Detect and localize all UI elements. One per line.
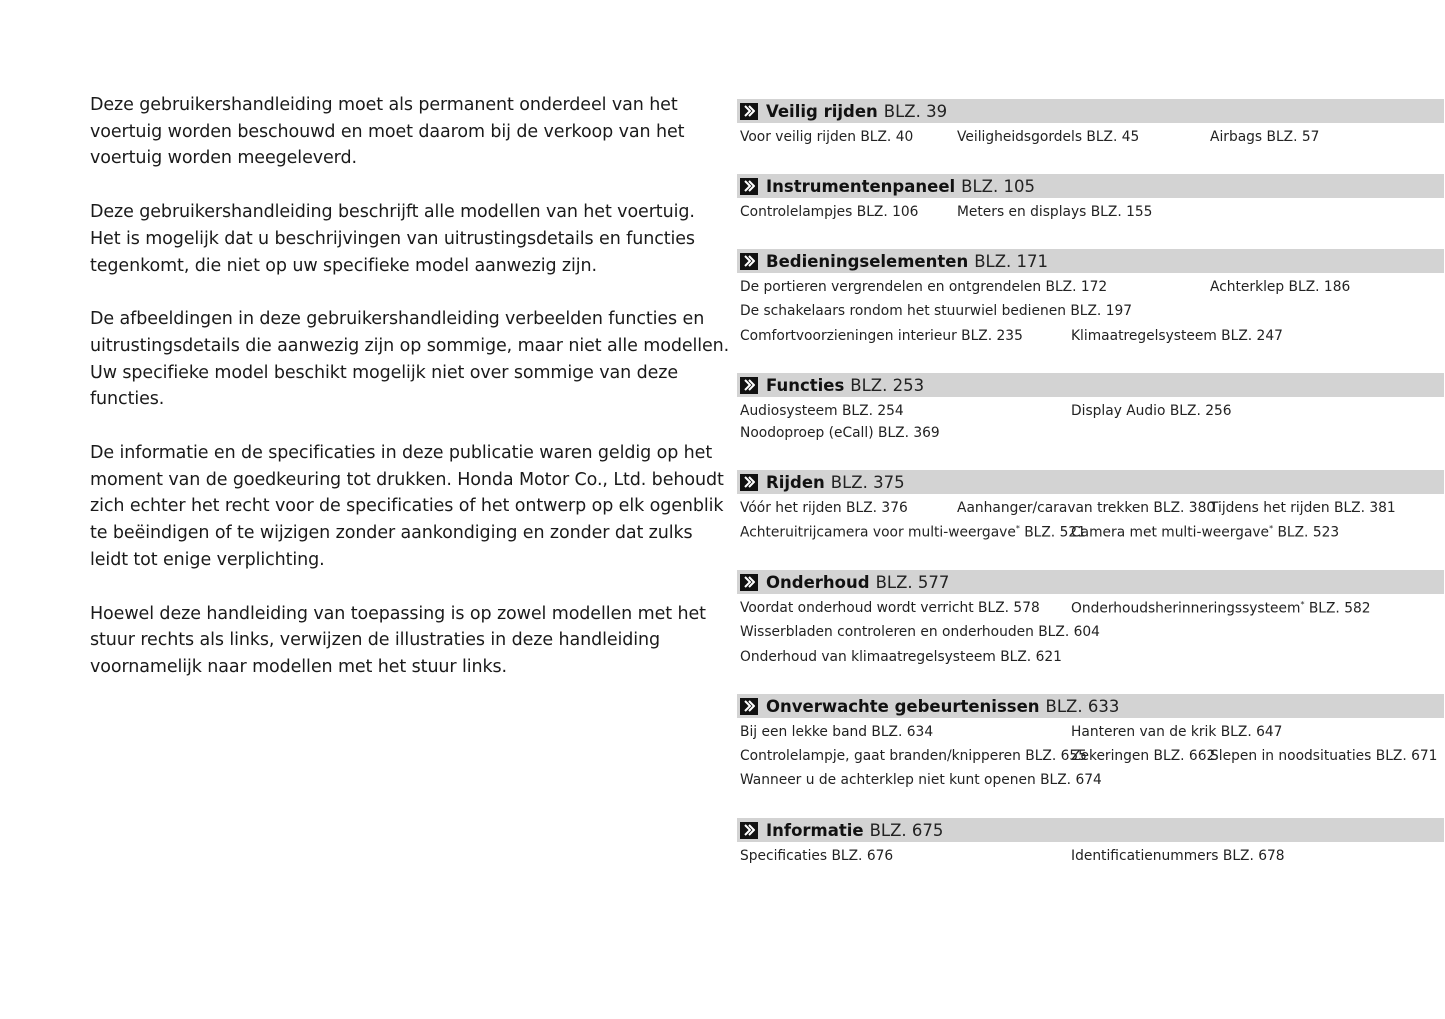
- section-header[interactable]: [737, 99, 1445, 123]
- toc-link[interactable]: Vóór het rijden BLZ. 376: [740, 500, 908, 516]
- toc-link[interactable]: Controlelampje, gaat branden/knipperen BLZ. 655: [740, 748, 1087, 764]
- toc-link[interactable]: Achterklep BLZ. 186: [1210, 279, 1351, 295]
- toc-link[interactable]: Tijdens het rijden BLZ. 381: [1210, 500, 1396, 516]
- section-header[interactable]: [737, 470, 1445, 494]
- toc-link[interactable]: Voordat onderhoud wordt verricht BLZ. 578: [740, 600, 1040, 616]
- intro-paragraph: De informatie en de specificaties in deze publicatie waren geldig op het moment van de goedkeuring tot drukken. Honda Motor Co., Ltd. behoudt zich echter het recht voor de specificaties of het ontwerp op elk ogenblik te beëindigen of te wijzigen zonder aankondiging en zonder dat zulks leidt tot enige verplichting.: [90, 443, 724, 570]
- arrow-right-icon: [740, 698, 758, 715]
- section-page: BLZ. 171: [974, 251, 1049, 271]
- section-header[interactable]: [737, 818, 1445, 842]
- arrow-right-icon: [740, 574, 758, 591]
- toc-link[interactable]: Klimaatregelsysteem BLZ. 247: [1071, 328, 1283, 344]
- section-title: Instrumentenpaneel: [766, 176, 956, 196]
- section-page: BLZ. 577: [875, 572, 950, 592]
- toc-link[interactable]: Onderhoud van klimaatregelsysteem BLZ. 621: [740, 649, 1062, 665]
- section-title: Onderhoud: [766, 572, 870, 592]
- toc-section-informatie: [737, 818, 1445, 864]
- section-page: BLZ. 105: [961, 176, 1035, 196]
- intro-paragraph: Hoewel deze handleiding van toepassing is op zowel modellen met het stuur rechts als links, verwijzen de illustraties in deze handleiding voornamelijk naar modellen met het stuur links.: [90, 603, 706, 677]
- section-title: Informatie: [766, 820, 864, 840]
- toc-link[interactable]: De portieren vergrendelen en ontgrendelen BLZ. 172: [740, 279, 1108, 295]
- toc-link[interactable]: Airbags BLZ. 57: [1210, 129, 1320, 145]
- toc-section-onverwachte-gebeurtenissen: [737, 694, 1445, 788]
- intro-paragraph: Deze gebruikershandleiding beschrijft alle modellen van het voertuig. Het is mogelijk dat u beschrijvingen van uitrustingsdetails en functies tegenkomt, die niet op uw specifieke model aanwezig zijn.: [90, 202, 695, 276]
- toc-section-bedieningselementen: [737, 249, 1445, 344]
- section-title: Veilig rijden: [766, 101, 878, 121]
- toc-link[interactable]: De schakelaars rondom het stuurwiel bedienen BLZ. 197: [740, 303, 1133, 319]
- intro-text: [90, 92, 730, 708]
- section-header[interactable]: [737, 694, 1445, 718]
- section-header[interactable]: [737, 373, 1445, 397]
- section-page: BLZ. 253: [850, 375, 925, 395]
- arrow-right-icon: [740, 822, 758, 839]
- section-header[interactable]: [737, 570, 1445, 594]
- arrow-right-icon: [740, 253, 758, 270]
- toc-link[interactable]: Noodoproep (eCall) BLZ. 369: [740, 425, 940, 441]
- section-page: BLZ. 39: [883, 101, 948, 121]
- toc-link[interactable]: Display Audio BLZ. 256: [1071, 403, 1232, 419]
- toc-link[interactable]: Bij een lekke band BLZ. 634: [740, 724, 934, 740]
- toc-link[interactable]: Meters en displays BLZ. 155: [957, 204, 1153, 220]
- toc-link[interactable]: Specificaties BLZ. 676: [740, 848, 894, 864]
- toc-link[interactable]: Slepen in noodsituaties BLZ. 671: [1210, 748, 1438, 764]
- intro-paragraph: Deze gebruikershandleiding moet als permanent onderdeel van het voertuig worden beschouwd en moet daarom bij de verkoop van het voertuig worden meegeleverd.: [90, 95, 685, 169]
- toc-section-instrumentenpaneel: [737, 174, 1445, 220]
- toc-link[interactable]: Achteruitrijcamera voor multi-weergave* BLZ. 521: [740, 524, 1086, 541]
- toc-link[interactable]: Audiosysteem BLZ. 254: [740, 403, 904, 419]
- arrow-right-icon: [740, 103, 758, 120]
- section-page: BLZ. 675: [869, 820, 944, 840]
- toc-link[interactable]: Camera met multi-weergave* BLZ. 523: [1071, 524, 1340, 541]
- section-header[interactable]: [737, 174, 1445, 198]
- section-title: Functies: [766, 375, 845, 395]
- toc-section-onderhoud: [737, 570, 1445, 665]
- arrow-right-icon: [740, 474, 758, 491]
- toc-link[interactable]: Aanhanger/caravan trekken BLZ. 380: [957, 500, 1216, 516]
- toc-link[interactable]: Voor veilig rijden BLZ. 40: [740, 129, 914, 145]
- toc-section-veilig-rijden: [737, 99, 1445, 145]
- toc-link[interactable]: Hanteren van de krik BLZ. 647: [1071, 724, 1283, 740]
- section-page: BLZ. 375: [830, 472, 905, 492]
- toc-link[interactable]: Comfortvoorzieningen interieur BLZ. 235: [740, 328, 1023, 344]
- toc-link[interactable]: Wisserbladen controleren en onderhouden BLZ. 604: [740, 624, 1100, 640]
- intro-paragraph: De afbeeldingen in deze gebruikershandleiding verbeelden functies en uitrustingsdetails die aanwezig zijn op sommige, maar niet alle modellen. Uw specifieke model beschikt mogelijk niet over sommige van deze functies.: [90, 309, 730, 410]
- section-title: Bedieningselementen: [766, 251, 969, 271]
- toc-link[interactable]: Zekeringen BLZ. 662: [1071, 748, 1216, 764]
- toc-section-rijden: [737, 470, 1445, 541]
- section-title: Rijden: [766, 472, 825, 492]
- toc-link[interactable]: Identificatienummers BLZ. 678: [1071, 848, 1285, 864]
- arrow-right-icon: [740, 377, 758, 394]
- toc-link[interactable]: Wanneer u de achterklep niet kunt openen BLZ. 674: [740, 772, 1102, 788]
- arrow-right-icon: [740, 178, 758, 195]
- toc-section-functies: [737, 373, 1445, 441]
- section-title: Onverwachte gebeurtenissen: [766, 696, 1040, 716]
- toc-link[interactable]: Veiligheidsgordels BLZ. 45: [957, 129, 1140, 145]
- toc-link[interactable]: Onderhoudsherinneringssysteem* BLZ. 582: [1071, 600, 1371, 617]
- section-page: BLZ. 633: [1045, 696, 1120, 716]
- section-header[interactable]: [737, 249, 1445, 273]
- toc-link[interactable]: Controlelampjes BLZ. 106: [740, 204, 919, 220]
